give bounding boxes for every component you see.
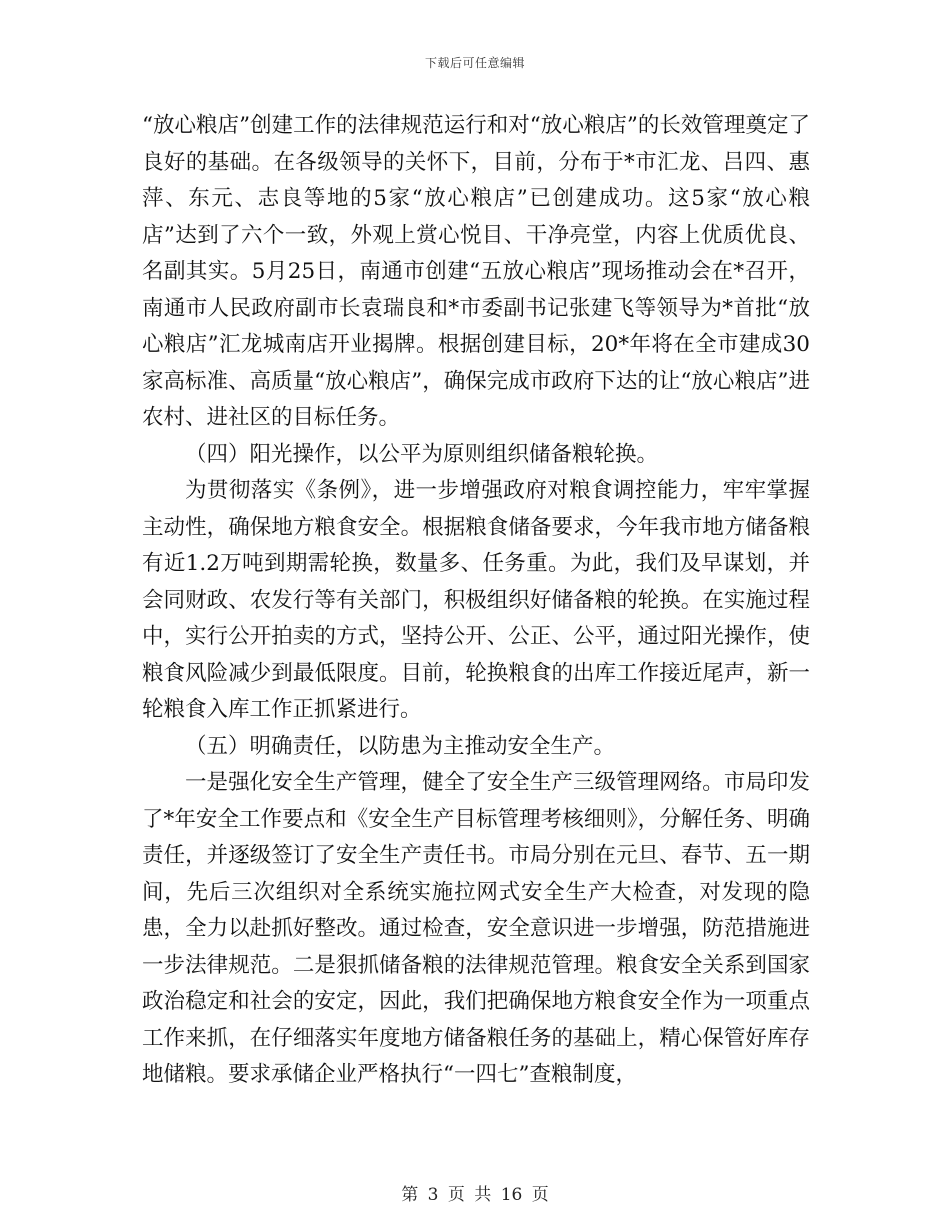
section-heading-4: （四）阳光操作，以公平为原则组织储备粮轮换。: [185, 441, 659, 467]
page-header-note: 下载后可任意编辑: [424, 56, 525, 70]
paragraph-fangxin-liangdian: “放心粮店”创建工作的法律规范运行和对“放心粮店”的长效管理奠定了良好的基础。在各级领导的关怀下，目前，分布于*市汇龙、吕四、惠萍、东元、志良等地的5家“放心粮店”已创建成功。这5家“放心粮店”达到了六个一致，外观上赏心悦目、干净亮堂，内容上优质优良、名副其实。5月25日，南通市创建“五放心粮店”现场推动会在*召开，南通市人民政府副市长袁瑞良和*市委副书记张建飞等领导为*首批“放心粮店”汇龙城南店开业揭牌。根据创建目标，20*年将在全市建成30家高标准、高质量“放心粮店”，确保完成市政府下达的让“放心粮店”进农村、进社区的目标任务。: [142, 113, 810, 430]
page-number-footer: 第 3 页 共 16 页: [401, 1185, 549, 1205]
document-body: [142, 108, 810, 1094]
paragraph-reserve-rotation: 为贯彻落实《条例》，进一步增强政府对粮食调控能力，牢牢掌握主动性，确保地方粮食安全。根据粮食储备要求，今年我市地方储备粮有近1.2万吨到期需轮换，数量多、任务重。为此，我们及早谋划，并会同财政、农发行等有关部门，积极组织好储备粮的轮换。在实施过程中，实行公开拍卖的方式，坚持公开、公正、公平，通过阳光操作，使粮食风险减少到最低限度。目前，轮换粮食的出库工作接近尾声，新一轮粮食入库工作正抓紧进行。: [142, 478, 810, 722]
section-heading-5: （五）明确责任，以防患为主推动安全生产。: [185, 733, 616, 759]
paragraph-safety-production: 一是强化安全生产管理，健全了安全生产三级管理网络。市局印发了*年安全工作要点和《安全生产目标管理考核细则》，分解任务、明确责任，并逐级签订了安全生产责任书。市局分别在元旦、春节、五一期间，先后三次组织对全系统实施拉网式安全生产大检查，对发现的隐患，全力以赴抓好整改。通过检查，安全意识进一步增强，防范措施进一步法律规范。二是狠抓储备粮的法律规范管理。粮食安全关系到国家政治稳定和社会的安定，因此，我们把确保地方粮食安全作为一项重点工作来抓，在仔细落实年度地方储备粮任务的基础上，精心保管好库存地储粮。要求承储企业严格执行“一四七”查粮制度，: [142, 770, 810, 1087]
